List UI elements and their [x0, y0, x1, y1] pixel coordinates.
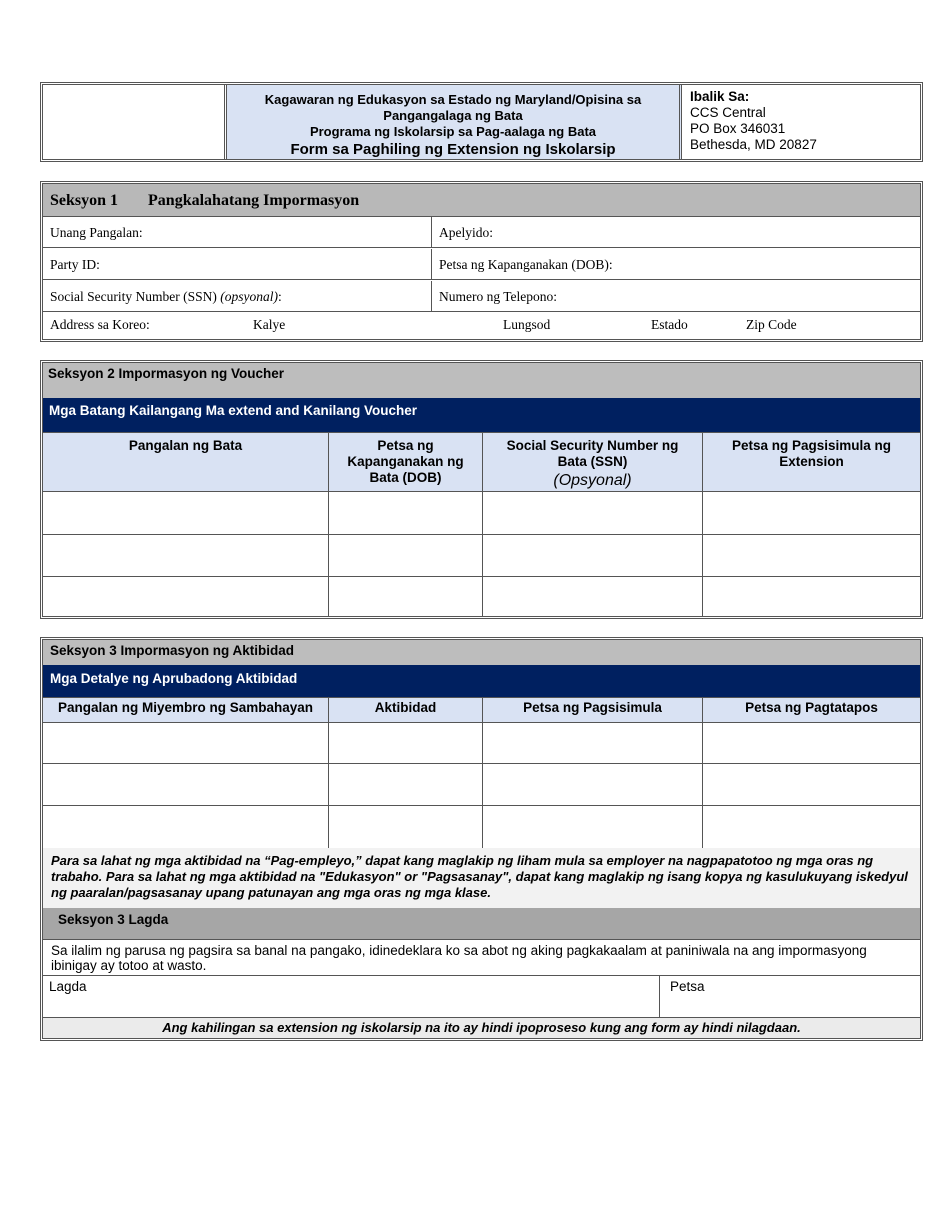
end-date-cell[interactable]: [703, 806, 920, 848]
child-name-cell[interactable]: [43, 535, 329, 576]
section-2: [40, 360, 923, 619]
ssn-optional: (opsyonal): [220, 289, 278, 304]
first-name-label: Unang Pangalan:: [50, 225, 143, 240]
city-label: Lungsod: [503, 317, 551, 332]
party-id-field[interactable]: [43, 249, 432, 280]
table-row[interactable]: [43, 722, 920, 763]
name-row: [43, 217, 920, 248]
col-start-date: Petsa ng Pagsisimula: [483, 698, 703, 722]
activity-cell[interactable]: [329, 806, 483, 848]
col-household-member: Pangalan ng Miyembro ng Sambahayan: [43, 698, 329, 722]
signature-field[interactable]: [43, 976, 660, 1017]
section-3-subheading: Mga Detalye ng Aprubadong Aktibidad: [43, 665, 920, 697]
return-line3: Bethesda, MD 20827: [690, 137, 817, 152]
ssn-label: Social Security Number (SSN): [50, 289, 221, 304]
return-title: Ibalik Sa:: [690, 89, 750, 104]
ssn-row: [43, 281, 920, 312]
first-name-field[interactable]: [43, 217, 432, 248]
table-row[interactable]: [43, 491, 920, 534]
col-child-dob: Petsa ng Kapanganakan ng Bata (DOB): [329, 433, 483, 491]
table-row[interactable]: [43, 763, 920, 805]
activity-table-header: [43, 697, 920, 722]
form-header: [40, 82, 923, 162]
ssn-field[interactable]: [43, 281, 432, 312]
child-dob-cell[interactable]: [329, 492, 483, 534]
household-member-cell[interactable]: [43, 723, 329, 763]
col-activity: Aktibidad: [329, 698, 483, 722]
party-id-label: Party ID:: [50, 257, 100, 272]
col-child-ssn: [483, 433, 703, 491]
table-row[interactable]: [43, 576, 920, 616]
table-row[interactable]: [43, 805, 920, 848]
col-child-name: Pangalan ng Bata: [43, 433, 329, 491]
declaration-text: Sa ilalim ng parusa ng pagsira sa banal na pangako, idinedeklara ko sa abot ng aking pagkakaalam at paniniwala na ang impormasyong ibinigay ay totoo at wasto.: [43, 939, 920, 975]
extension-start-cell[interactable]: [703, 492, 920, 534]
phone-label: Numero ng Telepono:: [439, 289, 558, 304]
start-date-cell[interactable]: [483, 806, 703, 848]
start-date-cell[interactable]: [483, 764, 703, 805]
phone-field[interactable]: [432, 281, 920, 312]
form-title: Form sa Paghiling ng Extension ng Iskolarsip: [290, 141, 616, 158]
section-1-title: Pangkalahatang Impormasyon: [148, 192, 360, 209]
zip-label: Zip Code: [746, 317, 797, 332]
return-line1: CCS Central: [690, 105, 766, 120]
signature-section-heading: Seksyon 3 Lagda: [43, 908, 920, 939]
return-address: [682, 85, 920, 159]
voucher-table-header: [43, 432, 920, 491]
agency-title-block: [227, 85, 682, 159]
section-2-subheading: Mga Batang Kailangang Ma extend and Kanilang Voucher: [43, 398, 920, 432]
child-ssn-cell[interactable]: [483, 492, 703, 534]
col-extension-start: Petsa ng Pagsisimula ng Extension: [703, 433, 920, 491]
activity-note: Para sa lahat ng mga aktibidad na “Pag-empleyo,” dapat kang maglakip ng liham mula sa employer na nagpapatotoo ng mga oras ng trabaho. Para sa lahat ng mga aktibidad na "Edukasyon" or "Pagsasanay", dapat kang maglakip ng isang kopya ng kasulukuyang iskedyul ng paaralan/pagsasanay upang patunayan ang mga oras ng mga klase.: [43, 848, 920, 908]
logo-area: [43, 85, 227, 159]
unsigned-warning: Ang kahilingan sa extension ng iskolarsip na ito ay hindi ipoproseso kung ang form ay hindi nilagdaan.: [43, 1017, 920, 1038]
extension-start-cell[interactable]: [703, 577, 920, 616]
child-name-cell[interactable]: [43, 492, 329, 534]
start-date-cell[interactable]: [483, 723, 703, 763]
child-name-cell[interactable]: [43, 577, 329, 616]
end-date-cell[interactable]: [703, 764, 920, 805]
signature-label: Lagda: [49, 979, 87, 994]
extension-start-cell[interactable]: [703, 535, 920, 576]
last-name-label: Apelyido:: [439, 225, 493, 240]
end-date-cell[interactable]: [703, 723, 920, 763]
child-ssn-cell[interactable]: [483, 535, 703, 576]
state-label: Estado: [651, 317, 688, 332]
child-ssn-cell[interactable]: [483, 577, 703, 616]
household-member-cell[interactable]: [43, 806, 329, 848]
col-end-date: Petsa ng Pagtatapos: [703, 698, 920, 722]
address-row[interactable]: [43, 313, 920, 339]
section-3: [40, 637, 923, 1041]
col-child-ssn-note: (Opsyonal): [553, 472, 632, 489]
section-1: [40, 181, 923, 342]
dob-label: Petsa ng Kapanganakan (DOB):: [439, 257, 613, 272]
agency-line2: Pangangalaga ng Bata: [383, 108, 523, 123]
date-label: Petsa: [670, 979, 705, 994]
dob-field[interactable]: [432, 249, 920, 280]
section-1-heading: [43, 184, 920, 217]
return-line2: PO Box 346031: [690, 121, 786, 136]
section-1-label: Seksyon 1: [50, 192, 119, 209]
agency-line1: Kagawaran ng Edukasyon sa Estado ng Maryland/Opisina sa: [264, 92, 642, 107]
address-label: Address sa Koreo:: [50, 317, 150, 332]
household-member-cell[interactable]: [43, 764, 329, 805]
child-dob-cell[interactable]: [329, 577, 483, 616]
last-name-field[interactable]: [432, 217, 920, 248]
program-name: Programa ng Iskolarsip sa Pag-aalaga ng Bata: [309, 124, 597, 139]
street-label: Kalye: [253, 317, 286, 332]
col-child-ssn-label: Social Security Number ng Bata (SSN): [506, 438, 679, 469]
ssn-colon: :: [277, 289, 282, 304]
activity-cell[interactable]: [329, 723, 483, 763]
date-field[interactable]: [660, 976, 920, 1017]
activity-cell[interactable]: [329, 764, 483, 805]
section-2-heading: Seksyon 2 Impormasyon ng Voucher: [43, 363, 920, 398]
id-row: [43, 249, 920, 280]
section-3-heading: Seksyon 3 Impormasyon ng Aktibidad: [43, 640, 920, 665]
table-row[interactable]: [43, 534, 920, 576]
child-dob-cell[interactable]: [329, 535, 483, 576]
signature-row: [43, 975, 920, 1017]
